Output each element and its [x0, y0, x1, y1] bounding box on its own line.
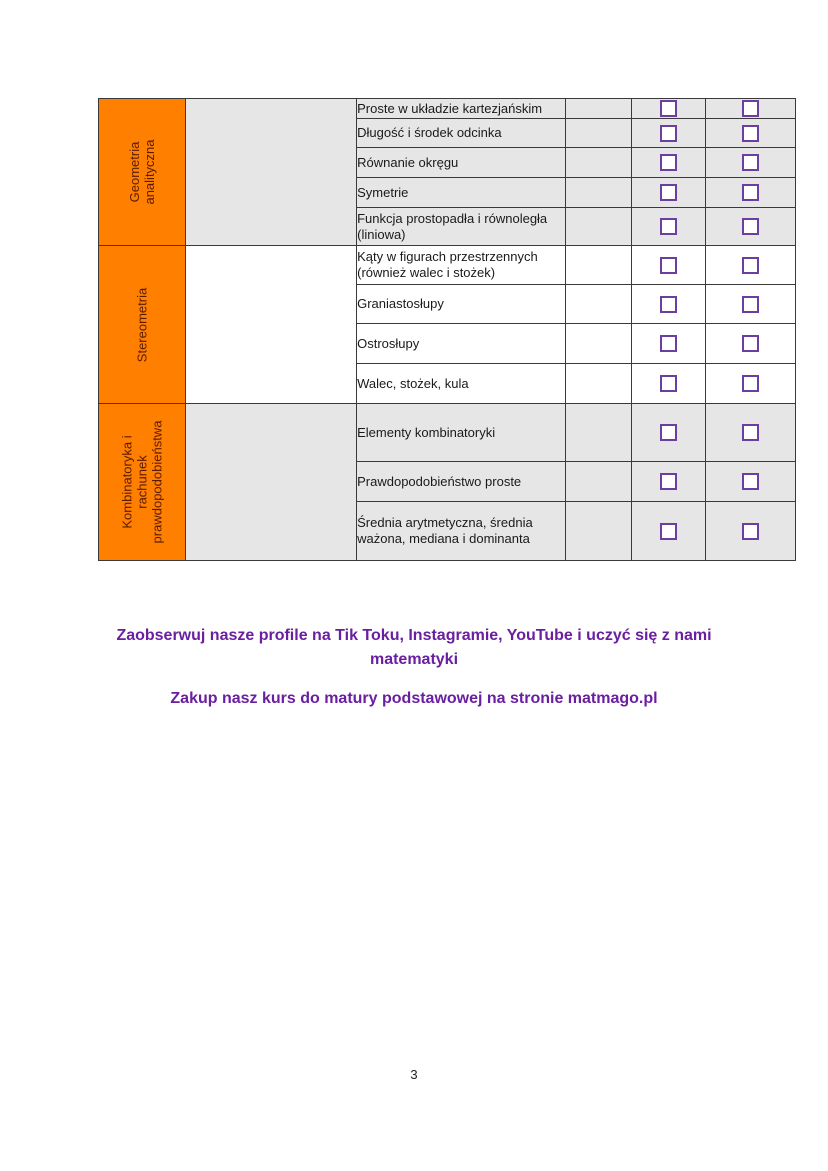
empty-cell — [566, 462, 632, 502]
empty-cell — [566, 208, 632, 246]
empty-cell — [566, 119, 632, 148]
checkbox-cell-2 — [705, 99, 795, 119]
page-number: 3 — [410, 1067, 418, 1082]
checkbox-icon[interactable] — [742, 154, 759, 171]
checkbox-cell-1 — [632, 246, 705, 285]
checkbox-cell-1 — [632, 462, 705, 502]
empty-cell — [566, 246, 632, 285]
checkbox-icon[interactable] — [660, 523, 677, 540]
checkbox-icon[interactable] — [742, 335, 759, 352]
category-label: Stereometria — [134, 287, 150, 362]
topic-label: Równanie okręgu — [357, 148, 566, 178]
empty-cell — [566, 364, 632, 404]
checkbox-cell-1 — [632, 285, 705, 324]
checkbox-icon[interactable] — [742, 375, 759, 392]
checkbox-icon[interactable] — [742, 296, 759, 313]
topic-label: Proste w układzie kartezjańskim — [357, 99, 566, 119]
checkbox-icon[interactable] — [742, 523, 759, 540]
checkbox-icon[interactable] — [742, 184, 759, 201]
topic-label: Ostrosłupy — [357, 324, 566, 364]
checkbox-icon[interactable] — [660, 218, 677, 235]
checkbox-cell-2 — [705, 462, 795, 502]
checkbox-cell-2 — [705, 148, 795, 178]
checkbox-cell-2 — [705, 502, 795, 561]
checkbox-cell-2 — [705, 119, 795, 148]
checkbox-icon[interactable] — [660, 125, 677, 142]
topic-label: Symetrie — [357, 178, 566, 208]
course-promo-text: Zakup nasz kurs do matury podstawowej na stronie matmago.pl — [170, 690, 658, 707]
checkbox-cell-2 — [705, 178, 795, 208]
checkbox-icon[interactable] — [660, 100, 677, 117]
checkbox-icon[interactable] — [660, 184, 677, 201]
checkbox-icon[interactable] — [660, 424, 677, 441]
topic-label: Graniastosłupy — [357, 285, 566, 324]
notes-cell — [186, 404, 357, 561]
topic-label: Długość i środek odcinka — [357, 119, 566, 148]
empty-cell — [566, 285, 632, 324]
checkbox-cell-1 — [632, 324, 705, 364]
checkbox-cell-2 — [705, 285, 795, 324]
checkbox-cell-2 — [705, 324, 795, 364]
category-cell — [99, 404, 186, 561]
checkbox-cell-2 — [705, 364, 795, 404]
topic-checklist-table — [98, 98, 796, 561]
checkbox-icon[interactable] — [660, 296, 677, 313]
checkbox-icon[interactable] — [742, 125, 759, 142]
topic-label: Kąty w figurach przestrzennych (również walec i stożek) — [357, 246, 566, 285]
category-label: Kombinatoryka i rachunek prawdopodobieństwa — [119, 420, 165, 544]
checkbox-cell-1 — [632, 364, 705, 404]
checkbox-cell-1 — [632, 148, 705, 178]
checkbox-icon[interactable] — [742, 473, 759, 490]
notes-cell — [186, 99, 357, 246]
topic-label: Średnia arytmetyczna, średnia ważona, mediana i dominanta — [357, 502, 566, 561]
empty-cell — [566, 99, 632, 119]
topic-label: Prawdopodobieństwo proste — [357, 462, 566, 502]
empty-cell — [566, 324, 632, 364]
social-follow-text: Zaobserwuj nasze profile na Tik Toku, Instagramie, YouTube i uczyć się z nami matematyki — [116, 627, 712, 668]
topic-label: Elementy kombinatoryki — [357, 404, 566, 462]
checkbox-cell-2 — [705, 404, 795, 462]
checkbox-icon[interactable] — [660, 375, 677, 392]
checkbox-cell-2 — [705, 208, 795, 246]
topic-label: Funkcja prostopadła i równoległa (liniowa) — [357, 208, 566, 246]
checkbox-icon[interactable] — [742, 424, 759, 441]
checkbox-icon[interactable] — [742, 100, 759, 117]
notes-cell — [186, 246, 357, 404]
topic-label: Walec, stożek, kula — [357, 364, 566, 404]
empty-cell — [566, 404, 632, 462]
empty-cell — [566, 178, 632, 208]
checkbox-icon[interactable] — [660, 257, 677, 274]
checkbox-icon[interactable] — [660, 473, 677, 490]
category-label: Geometria analityczna — [127, 139, 158, 205]
checkbox-cell-1 — [632, 119, 705, 148]
empty-cell — [566, 502, 632, 561]
checkbox-cell-2 — [705, 246, 795, 285]
empty-cell — [566, 148, 632, 178]
checkbox-cell-1 — [632, 178, 705, 208]
table-row — [99, 99, 796, 119]
category-cell — [99, 246, 186, 404]
checkbox-cell-1 — [632, 404, 705, 462]
checkbox-cell-1 — [632, 99, 705, 119]
checkbox-icon[interactable] — [742, 218, 759, 235]
checkbox-icon[interactable] — [742, 257, 759, 274]
checkbox-icon[interactable] — [660, 154, 677, 171]
checkbox-icon[interactable] — [660, 335, 677, 352]
checkbox-cell-1 — [632, 208, 705, 246]
category-cell — [99, 99, 186, 246]
checkbox-cell-1 — [632, 502, 705, 561]
table-row — [99, 246, 796, 285]
table-row — [99, 404, 796, 462]
